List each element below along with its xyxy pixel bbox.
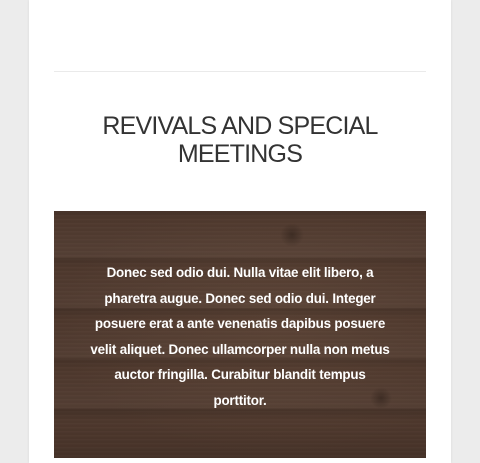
section-heading: REVIVALS AND SPECIAL MEETINGS	[102, 112, 378, 168]
panel-description: Donec sed odio dui. Nulla vitae elit libero, a pharetra augue. Donec sed odio dui. Integer posuere erat a ante venenatis dapibus posuere velit aliquet. Donec ullamcorper nulla non metus auctor fringilla. Curabitur blandit tempus porttitor.	[90, 265, 390, 408]
section-divider	[54, 71, 426, 72]
wood-texture-panel	[54, 211, 426, 458]
content-card	[29, 0, 451, 463]
wood-knot	[280, 223, 304, 247]
